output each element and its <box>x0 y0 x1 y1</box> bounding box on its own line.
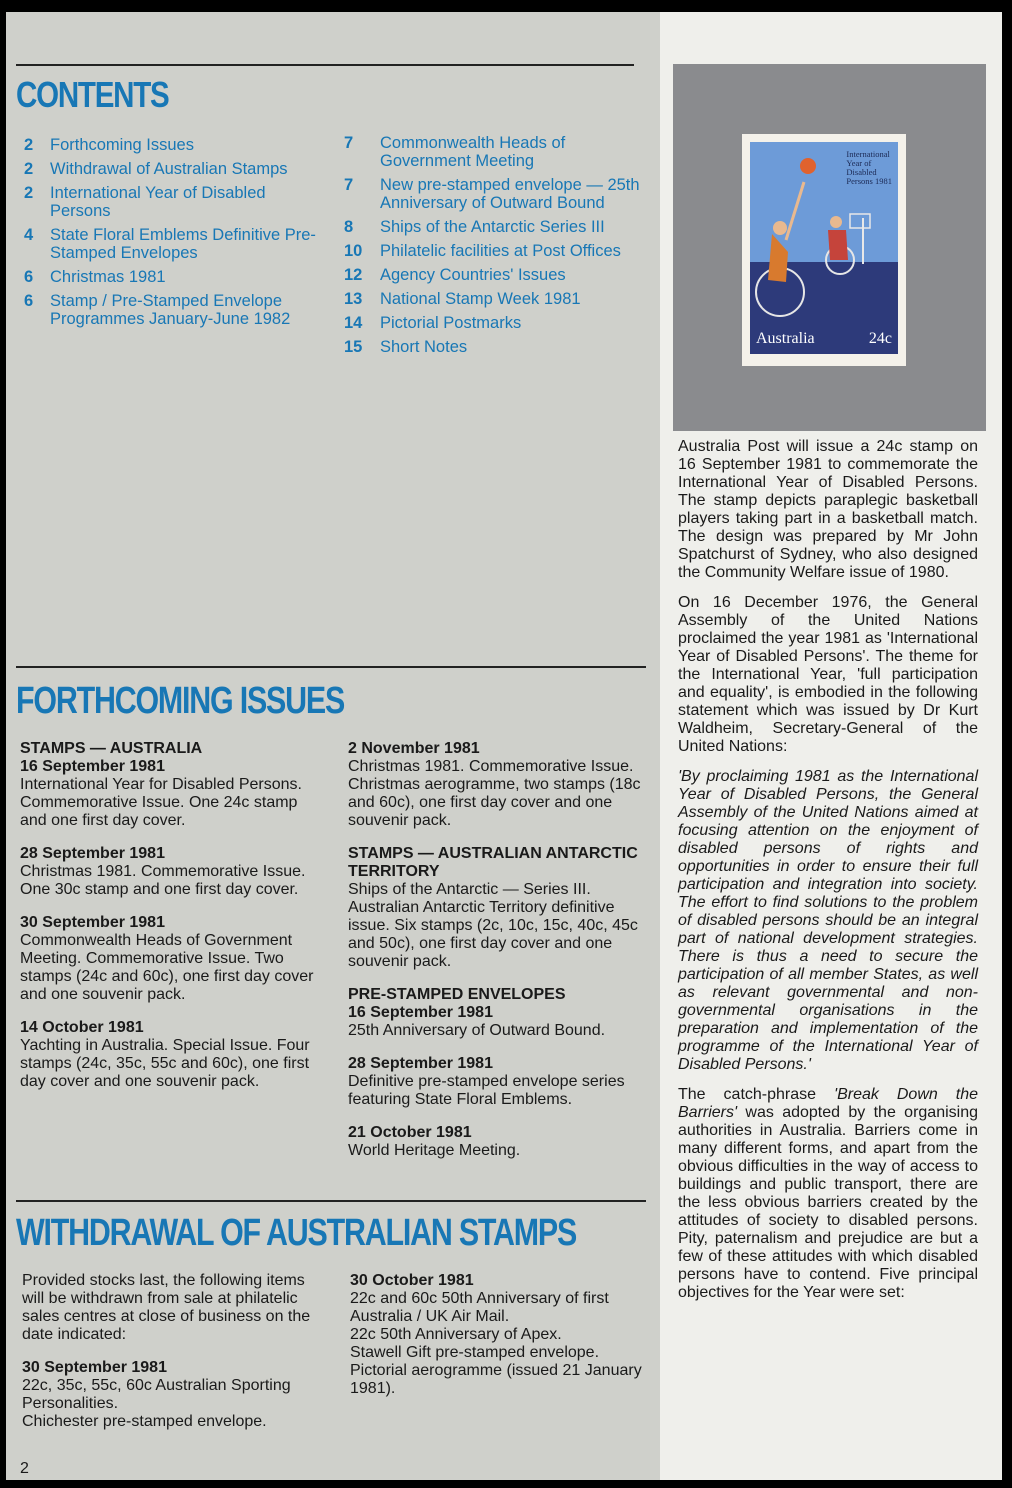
entry-text: 25th Anniversary of Outward Bound. <box>348 1022 606 1039</box>
contents-page-number: 6 <box>24 292 34 310</box>
article-quote: 'By proclaiming 1981 as the International Year of Disabled Persons, the General Assembly of the United Nations aimed at focusing attention on the enjoyment of disabled persons of rights and opportunities in order to ensure their full participation and integration into society. The effort to find solutions to the problem of disabled persons should be an integral part of national development strategies. There is thus a need to secure the participation of all member States, as well as relevant governmental and non-governmental organisations in the preparation and implementation of the programme of the International Year of Disabled Persons.' <box>678 768 978 1073</box>
envelopes-heading: PRE-STAMPED ENVELOPES <box>348 986 566 1003</box>
forthcoming-right-column <box>348 740 646 1175</box>
entry-block <box>20 914 322 1004</box>
contents-item-title: Commonwealth Heads of Government Meeting <box>380 134 566 170</box>
contents-item-title: National Stamp Week 1981 <box>380 290 581 308</box>
entry-date: 16 September 1981 <box>20 758 165 775</box>
stamp-value: 24c <box>868 330 892 347</box>
contents-heading: CONTENTS <box>16 74 169 115</box>
contents-page-number: 13 <box>344 290 363 308</box>
withdrawal-line: Pictorial aerogramme (issued 21 January 1981). <box>350 1362 642 1397</box>
entry-block <box>20 845 322 899</box>
contents-item-title: Agency Countries' Issues <box>380 266 566 284</box>
forthcoming-heading: FORTHCOMING ISSUES <box>16 680 345 722</box>
entry-text: International Year for Disabled Persons. Commemorative Issue. One 24c stamp and one first day cover. <box>20 776 302 829</box>
contents-item <box>24 292 324 328</box>
contents-item-title: Ships of the Antarctic Series III <box>380 218 605 236</box>
contents-item-title: Philatelic facilities at Post Offices <box>380 242 621 260</box>
withdrawal-date: 30 September 1981 <box>22 1359 167 1376</box>
stamps-australia-heading: STAMPS — AUSTRALIA <box>20 740 203 757</box>
entry-block <box>348 1124 646 1160</box>
contents-item-title: Christmas 1981 <box>50 268 166 286</box>
entry-date: 2 November 1981 <box>348 740 480 757</box>
contents-item <box>344 266 644 284</box>
entry-date: 14 October 1981 <box>20 1019 144 1036</box>
stamp-image <box>742 134 906 366</box>
stamp-country: Australia <box>756 330 815 347</box>
contents-item-title: International Year of Disabled Persons <box>50 184 266 220</box>
article-p4-rest: was adopted by the organising authorities in Australia. Barriers come in many different forms, and apart from the obvious difficulties in the way of access to buildings and public transport, there are the less obvious barriers created by the attitudes of society to disabled persons. Pity, paternalism and prejudice are but a few of these attitudes with which disabled persons have to contend. Five principal objectives for the Year were set: <box>678 1104 978 1301</box>
entry-date: 28 September 1981 <box>348 1055 493 1072</box>
contents-page-number: 7 <box>344 176 354 194</box>
contents-item <box>344 338 644 356</box>
contents-page-number: 15 <box>344 338 363 356</box>
antarctic-heading: STAMPS — AUSTRALIAN ANTARCTIC TERRITORY <box>348 845 638 880</box>
withdrawal-line: Chichester pre-stamped envelope. <box>22 1413 267 1430</box>
withdrawal-rule <box>16 1200 646 1202</box>
withdrawal-line: 22c 50th Anniversary of Apex. <box>350 1326 562 1343</box>
contents-page-number: 10 <box>344 242 363 260</box>
contents-list-left <box>24 136 324 334</box>
entry-date: 21 October 1981 <box>348 1124 472 1141</box>
entry-date: 16 September 1981 <box>348 1004 493 1021</box>
withdrawal-left-column <box>22 1272 322 1446</box>
withdrawal-line: Stawell Gift pre-stamped envelope. <box>350 1344 600 1361</box>
contents-item <box>344 242 644 260</box>
entry-block <box>348 1055 646 1109</box>
withdrawal-line: 22c, 35c, 55c, 60c Australian Sporting Personalities. <box>22 1377 291 1412</box>
envelopes-block <box>348 986 646 1040</box>
page-number: 2 <box>20 1460 29 1477</box>
contents-item <box>24 268 324 286</box>
contents-item <box>24 184 324 220</box>
contents-item-title: Withdrawal of Australian Stamps <box>50 160 288 178</box>
entry-text: Christmas 1981. Commemorative Issue. Christmas aerogramme, two stamps (18c and 60c), one first day cover and one souvenir pack. <box>348 758 641 829</box>
contents-item <box>344 218 644 236</box>
antarctic-block <box>348 845 646 971</box>
article-catch-phrase: 'Break Down the Barriers' <box>678 1086 978 1121</box>
contents-page-number: 14 <box>344 314 363 332</box>
contents-item <box>344 314 644 332</box>
article-paragraph-2: On 16 December 1976, the General Assembly of the United Nations proclaimed the year 1981 as 'International Year of Disabled Persons'. The theme for the International Year, 'full participation and equality', is embodied in the following statement which was issued by Dr Kurt Waldheim, Secretary-General of the United Nations: <box>678 594 978 755</box>
article-p4-start: The catch-phrase <box>678 1086 835 1103</box>
entry-text: Definitive pre-stamped envelope series featuring State Floral Emblems. <box>348 1073 625 1108</box>
contents-item-title: New pre-stamped envelope — 25th Anniversary of Outward Bound <box>380 176 640 212</box>
contents-page-number: 6 <box>24 268 34 286</box>
withdrawal-intro: Provided stocks last, the following items will be withdrawn from sale at philatelic sales centres at close of business on the date indicated: <box>22 1272 311 1343</box>
article-text <box>678 438 978 1314</box>
entry-block <box>348 740 646 830</box>
withdrawal-date: 30 October 1981 <box>350 1272 474 1289</box>
withdrawal-line: 22c and 60c 50th Anniversary of first Australia / UK Air Mail. <box>350 1290 609 1325</box>
contents-page-number: 8 <box>344 218 354 236</box>
withdrawal-intro-block <box>22 1272 322 1344</box>
contents-item <box>24 136 324 154</box>
contents-item <box>344 176 644 212</box>
contents-item <box>344 134 644 170</box>
contents-rule <box>16 64 634 66</box>
contents-page-number: 7 <box>344 134 354 152</box>
entry-text: World Heritage Meeting. <box>348 1142 521 1159</box>
contents-page-number: 2 <box>24 160 34 178</box>
contents-item-title: Pictorial Postmarks <box>380 314 522 332</box>
withdrawal-right-column <box>350 1272 646 1413</box>
entry-block <box>20 1019 322 1091</box>
contents-page-number: 4 <box>24 226 34 244</box>
article-paragraph-4 <box>678 1086 978 1302</box>
contents-item-title: State Floral Emblems Definitive Pre-Stamped Envelopes <box>50 226 316 262</box>
entry-text: Christmas 1981. Commemorative Issue. One 30c stamp and one first day cover. <box>20 863 306 898</box>
withdrawal-right-block <box>350 1272 646 1398</box>
contents-page-number: 2 <box>24 136 34 154</box>
contents-item <box>24 226 324 262</box>
contents-page-number: 12 <box>344 266 363 284</box>
withdrawal-heading: WITHDRAWAL OF AUSTRALIAN STAMPS <box>16 1212 577 1254</box>
stamp-title: International Year of Disabled Persons 1981 <box>846 149 892 186</box>
contents-list-right <box>344 134 644 362</box>
forthcoming-left-column <box>20 740 322 1106</box>
contents-item-title: Forthcoming Issues <box>50 136 194 154</box>
stamp-design <box>750 142 898 354</box>
entry-text: Commonwealth Heads of Government Meeting. Commemorative Issue. Two stamps (24c and 60c), one first day cover and one souvenir pack. <box>20 932 314 1003</box>
withdrawal-left-block <box>22 1359 322 1431</box>
stamps-australia-block <box>20 740 322 830</box>
forthcoming-rule <box>16 666 646 668</box>
contents-item-title: Stamp / Pre-Stamped Envelope Programmes January-June 1982 <box>50 292 291 328</box>
entry-text: Ships of the Antarctic — Series III. Australian Antarctic Territory definitive issue. Six stamps (2c, 10c, 15c, 40c, 45c and 50c), one first day cover and one souvenir pack. <box>348 881 638 970</box>
entry-date: 28 September 1981 <box>20 845 165 862</box>
contents-page-number: 2 <box>24 184 34 202</box>
contents-item-title: Short Notes <box>380 338 468 356</box>
contents-item <box>344 290 644 308</box>
contents-item <box>24 160 324 178</box>
entry-text: Yachting in Australia. Special Issue. Four stamps (24c, 35c, 55c and 60c), one first day cover and one souvenir pack. <box>20 1037 310 1090</box>
article-paragraph-1: Australia Post will issue a 24c stamp on 16 September 1981 to commemorate the International Year of Disabled Persons. The stamp depicts paraplegic basketball players taking part in a basketball match. The design was prepared by Mr John Spatchurst of Sydney, who also designed the Community Welfare issue of 1980. <box>678 438 978 581</box>
entry-date: 30 September 1981 <box>20 914 165 931</box>
